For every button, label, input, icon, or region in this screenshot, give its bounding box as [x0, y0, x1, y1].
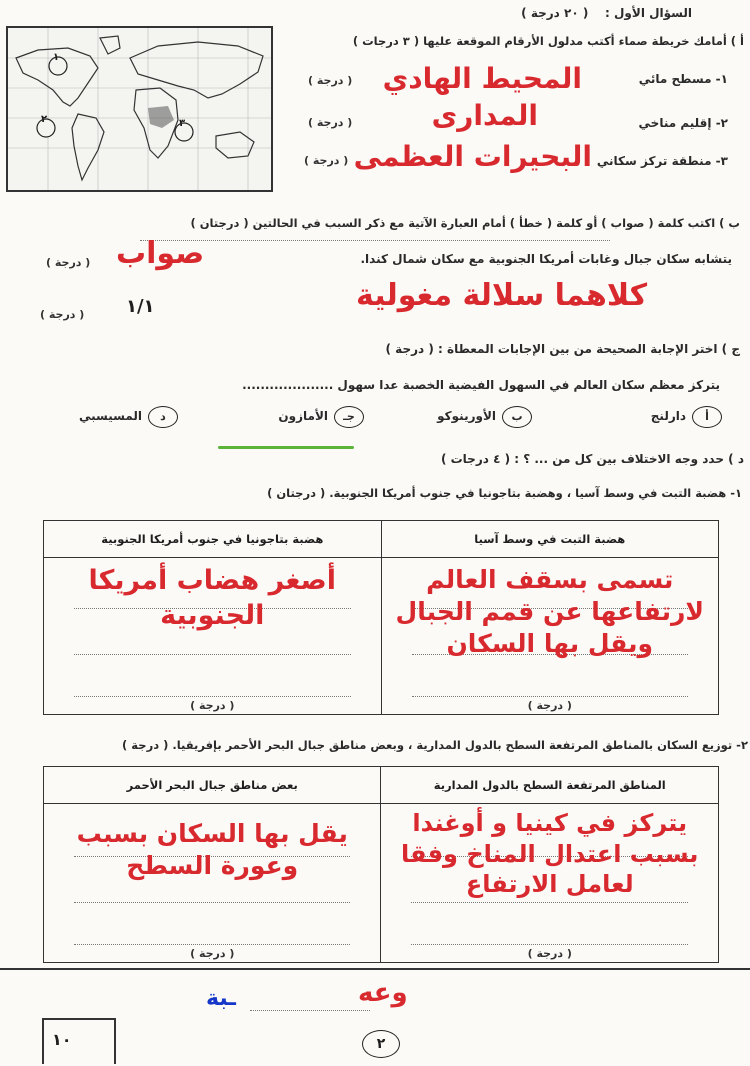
world-map-drawing — [8, 28, 271, 190]
map-label-1: ١ — [53, 52, 60, 63]
section-d-sub2-prompt: ٢- توزيع السكان بالمناطق المرتفعة السطح بالدول المدارية ، وبعض مناطق جبال البحر الأحمر بإفريقيا. ( درجة ) — [122, 738, 748, 752]
table1-answer-left: أصغر هضاب أمريكا الجنوبية — [88, 565, 337, 631]
section-a-item-3-prompt: ٣- منطقة تركز سكاني — [596, 154, 728, 168]
section-b-statement: يتشابه سكان جبال وغابات أمريكا الجنوبية مع سكان شمال كندا. — [360, 252, 732, 266]
table2-header-right: المناطق المرتفعة السطح بالدول المدارية — [381, 767, 719, 804]
table1-header-left: هضبة بتاجونيا في جنوب أمريكا الجنوبية — [44, 521, 382, 558]
question-marks: ( ٢٠ درجة ) — [521, 6, 589, 20]
option-c-highlight — [218, 446, 354, 449]
table1-cell-right — [381, 558, 718, 715]
option-b-text: الأورينوكو — [437, 409, 496, 423]
table1-cell-left — [44, 558, 382, 715]
section-a-item-2-answer: المدارى — [431, 99, 538, 132]
section-b-reason-mark: ( درجة ) — [40, 308, 85, 321]
section-a-item-3-answer: البحيرات العظمى — [353, 140, 592, 173]
section-b-reason: كلاهما سلالة مغولية — [356, 278, 648, 313]
section-b-score-note: ١/١ — [126, 296, 155, 317]
footer-blue-word: ـبة — [206, 986, 236, 1011]
score-box-value: ١٠ — [52, 1030, 72, 1049]
table1-header-right: هضبة التبت في وسط آسيا — [381, 521, 718, 558]
table1-answer-right: تسمى بسقف العالم لارتفاعها عن قمم الجبال ويقل بها السكان — [395, 565, 704, 658]
comparison-table-1 — [43, 520, 719, 715]
option-d-text: المسيسبي — [78, 409, 142, 423]
table1-mark-left: ( درجة ) — [190, 699, 235, 712]
section-a-instruction: أ ) أمامك خريطة صماء أكتب مدلول الأرقام الموقعة عليها ( ٣ درجات ) — [352, 34, 744, 48]
table2-cell-left — [44, 804, 381, 963]
table1-mark-right: ( درجة ) — [527, 699, 572, 712]
option-a-letter: أ — [692, 406, 722, 428]
footer-divider — [0, 968, 750, 970]
option-c-letter: جـ — [334, 406, 364, 428]
option-d[interactable] — [79, 406, 178, 428]
map-label-3: ٣ — [179, 118, 186, 129]
option-a[interactable] — [651, 406, 722, 428]
footer-dotted-line — [250, 1010, 370, 1011]
option-d-letter: د — [148, 406, 178, 428]
table2-cell-right — [381, 804, 719, 963]
question-label: السؤال الأول : — [605, 6, 692, 20]
section-d-instruction: د ) حدد وجه الاختلاف بين كل من ... ؟ : ( ٤ درجات ) — [440, 452, 744, 466]
table2-header-left: بعض مناطق جبال البحر الأحمر — [44, 767, 381, 804]
map-label-2: ٢ — [41, 114, 48, 125]
section-a-item-2-mark: ( درجة ) — [308, 116, 353, 129]
comparison-table-2 — [43, 766, 719, 963]
score-box — [42, 1018, 116, 1064]
table2-answer-left: يقل بها السكان بسبب وعورة السطح — [76, 819, 348, 880]
section-a-item-1-mark: ( درجة ) — [308, 74, 353, 87]
section-c-instruction: ج ) اختر الإجابة الصحيحة من بين الإجابات المعطاة : ( درجة ) — [385, 342, 740, 356]
section-a-item-2-prompt: ٢- إقليم مناخي — [638, 116, 728, 130]
option-c-text: الأمازون — [278, 409, 328, 423]
option-c[interactable] — [278, 406, 364, 428]
section-b-instruction: ب ) اكتب كلمة ( صواب ) أو كلمة ( خطأ ) أمام العبارة الآتية مع ذكر السبب في الحالتين ( درجتان ) — [190, 216, 740, 230]
table2-mark-right: ( درجة ) — [527, 947, 572, 960]
section-a-item-1-answer: المحيط الهادي — [382, 62, 582, 95]
section-a-item-3-mark: ( درجة ) — [304, 154, 349, 167]
section-b-answer: صواب — [116, 236, 205, 271]
section-a-item-1-prompt: ١- مسطح مائي — [638, 72, 728, 86]
page-number: ٢ — [362, 1030, 400, 1058]
section-d-sub1-prompt: ١- هضبة التبت في وسط آسيا ، وهضبة بتاجونيا في جنوب أمريكا الجنوبية. ( درجتان ) — [267, 486, 742, 500]
option-b[interactable] — [437, 406, 532, 428]
question-header — [521, 6, 692, 20]
table2-answer-right: يتركز في كينيا و أوغندا بسبب اعتدال المناخ وفقا لعامل الارتفاع — [401, 809, 699, 899]
dotted-line — [140, 240, 610, 241]
footer-red-word: وعه — [358, 978, 408, 1008]
table2-mark-left: ( درجة ) — [190, 947, 235, 960]
option-a-text: دارلنج — [650, 409, 686, 423]
section-b-answer-mark: ( درجة ) — [46, 256, 91, 269]
world-map — [6, 26, 273, 192]
section-c-statement: يتركز معظم سكان العالم في السهول الفيضية الخصبة عدا سهول .................... — [242, 378, 720, 392]
option-b-letter: ب — [502, 406, 532, 428]
